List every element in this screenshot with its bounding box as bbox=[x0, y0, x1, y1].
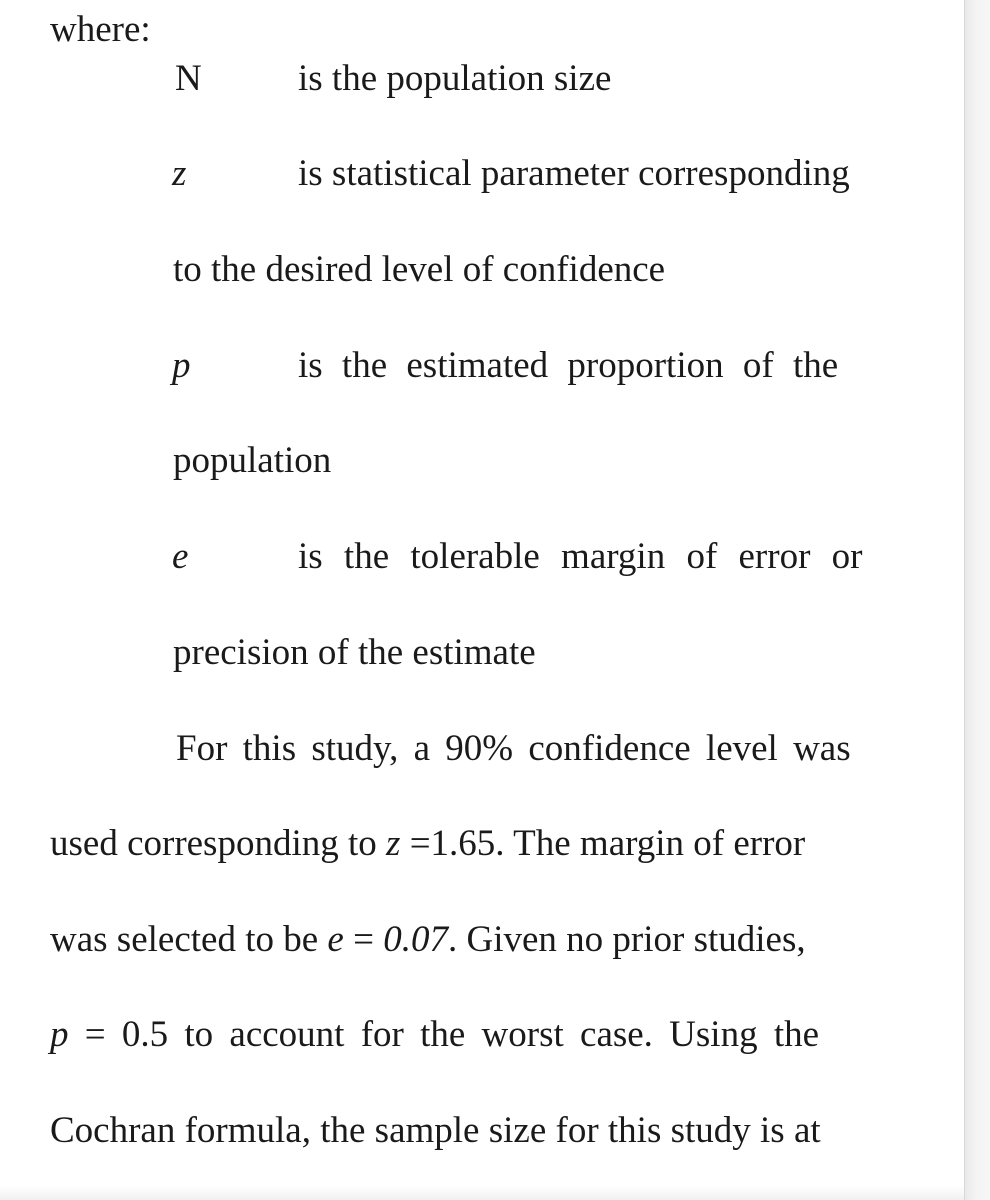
paragraph-line-5: Cochran formula, the sample size for this study is at bbox=[50, 1110, 821, 1151]
paragraph-line-3 bbox=[50, 918, 806, 962]
variable-e: e bbox=[327, 919, 344, 960]
symbol-p: p bbox=[172, 345, 191, 386]
paragraph-line-3-text-b: . Given no prior studies, bbox=[447, 919, 806, 960]
equals-sign: = bbox=[353, 919, 374, 960]
paragraph-line-4-text: 0.5 to account for the worst case. Using the bbox=[121, 1014, 820, 1055]
variable-z: z bbox=[386, 823, 401, 864]
paragraph-line-2 bbox=[50, 822, 805, 866]
definition-N-text: is the population size bbox=[298, 58, 612, 99]
paragraph-line-2-text-b: =1.65. The margin of error bbox=[409, 823, 806, 864]
definition-p-text: is the estimated proportion of the bbox=[298, 345, 839, 386]
definition-e-text: is the tolerable margin of error or bbox=[298, 536, 863, 577]
variable-p: p bbox=[50, 1014, 69, 1055]
page-bottom-shadow bbox=[0, 1186, 965, 1200]
symbol-N: N bbox=[175, 58, 202, 99]
definition-z-continuation: to the desired level of confidence bbox=[173, 249, 666, 290]
definition-e-continuation: precision of the estimate bbox=[173, 632, 536, 673]
paragraph-line-4 bbox=[50, 1013, 819, 1057]
margin-of-error-value: 0.07 bbox=[383, 919, 448, 960]
where-label: where: bbox=[50, 9, 151, 50]
paragraph-line-3-text-a: was selected to be bbox=[50, 919, 319, 960]
equals-sign-2: = bbox=[84, 1014, 106, 1055]
symbol-e: e bbox=[172, 536, 189, 577]
definition-p-continuation: population bbox=[173, 440, 332, 481]
page-edge bbox=[964, 0, 990, 1200]
definition-z-text: is statistical parameter corresponding bbox=[298, 153, 850, 194]
symbol-z: z bbox=[172, 153, 187, 194]
paragraph-line-2-text-a: used corresponding to bbox=[50, 823, 377, 864]
paragraph-line-1: For this study, a 90% confidence level was bbox=[176, 728, 851, 769]
